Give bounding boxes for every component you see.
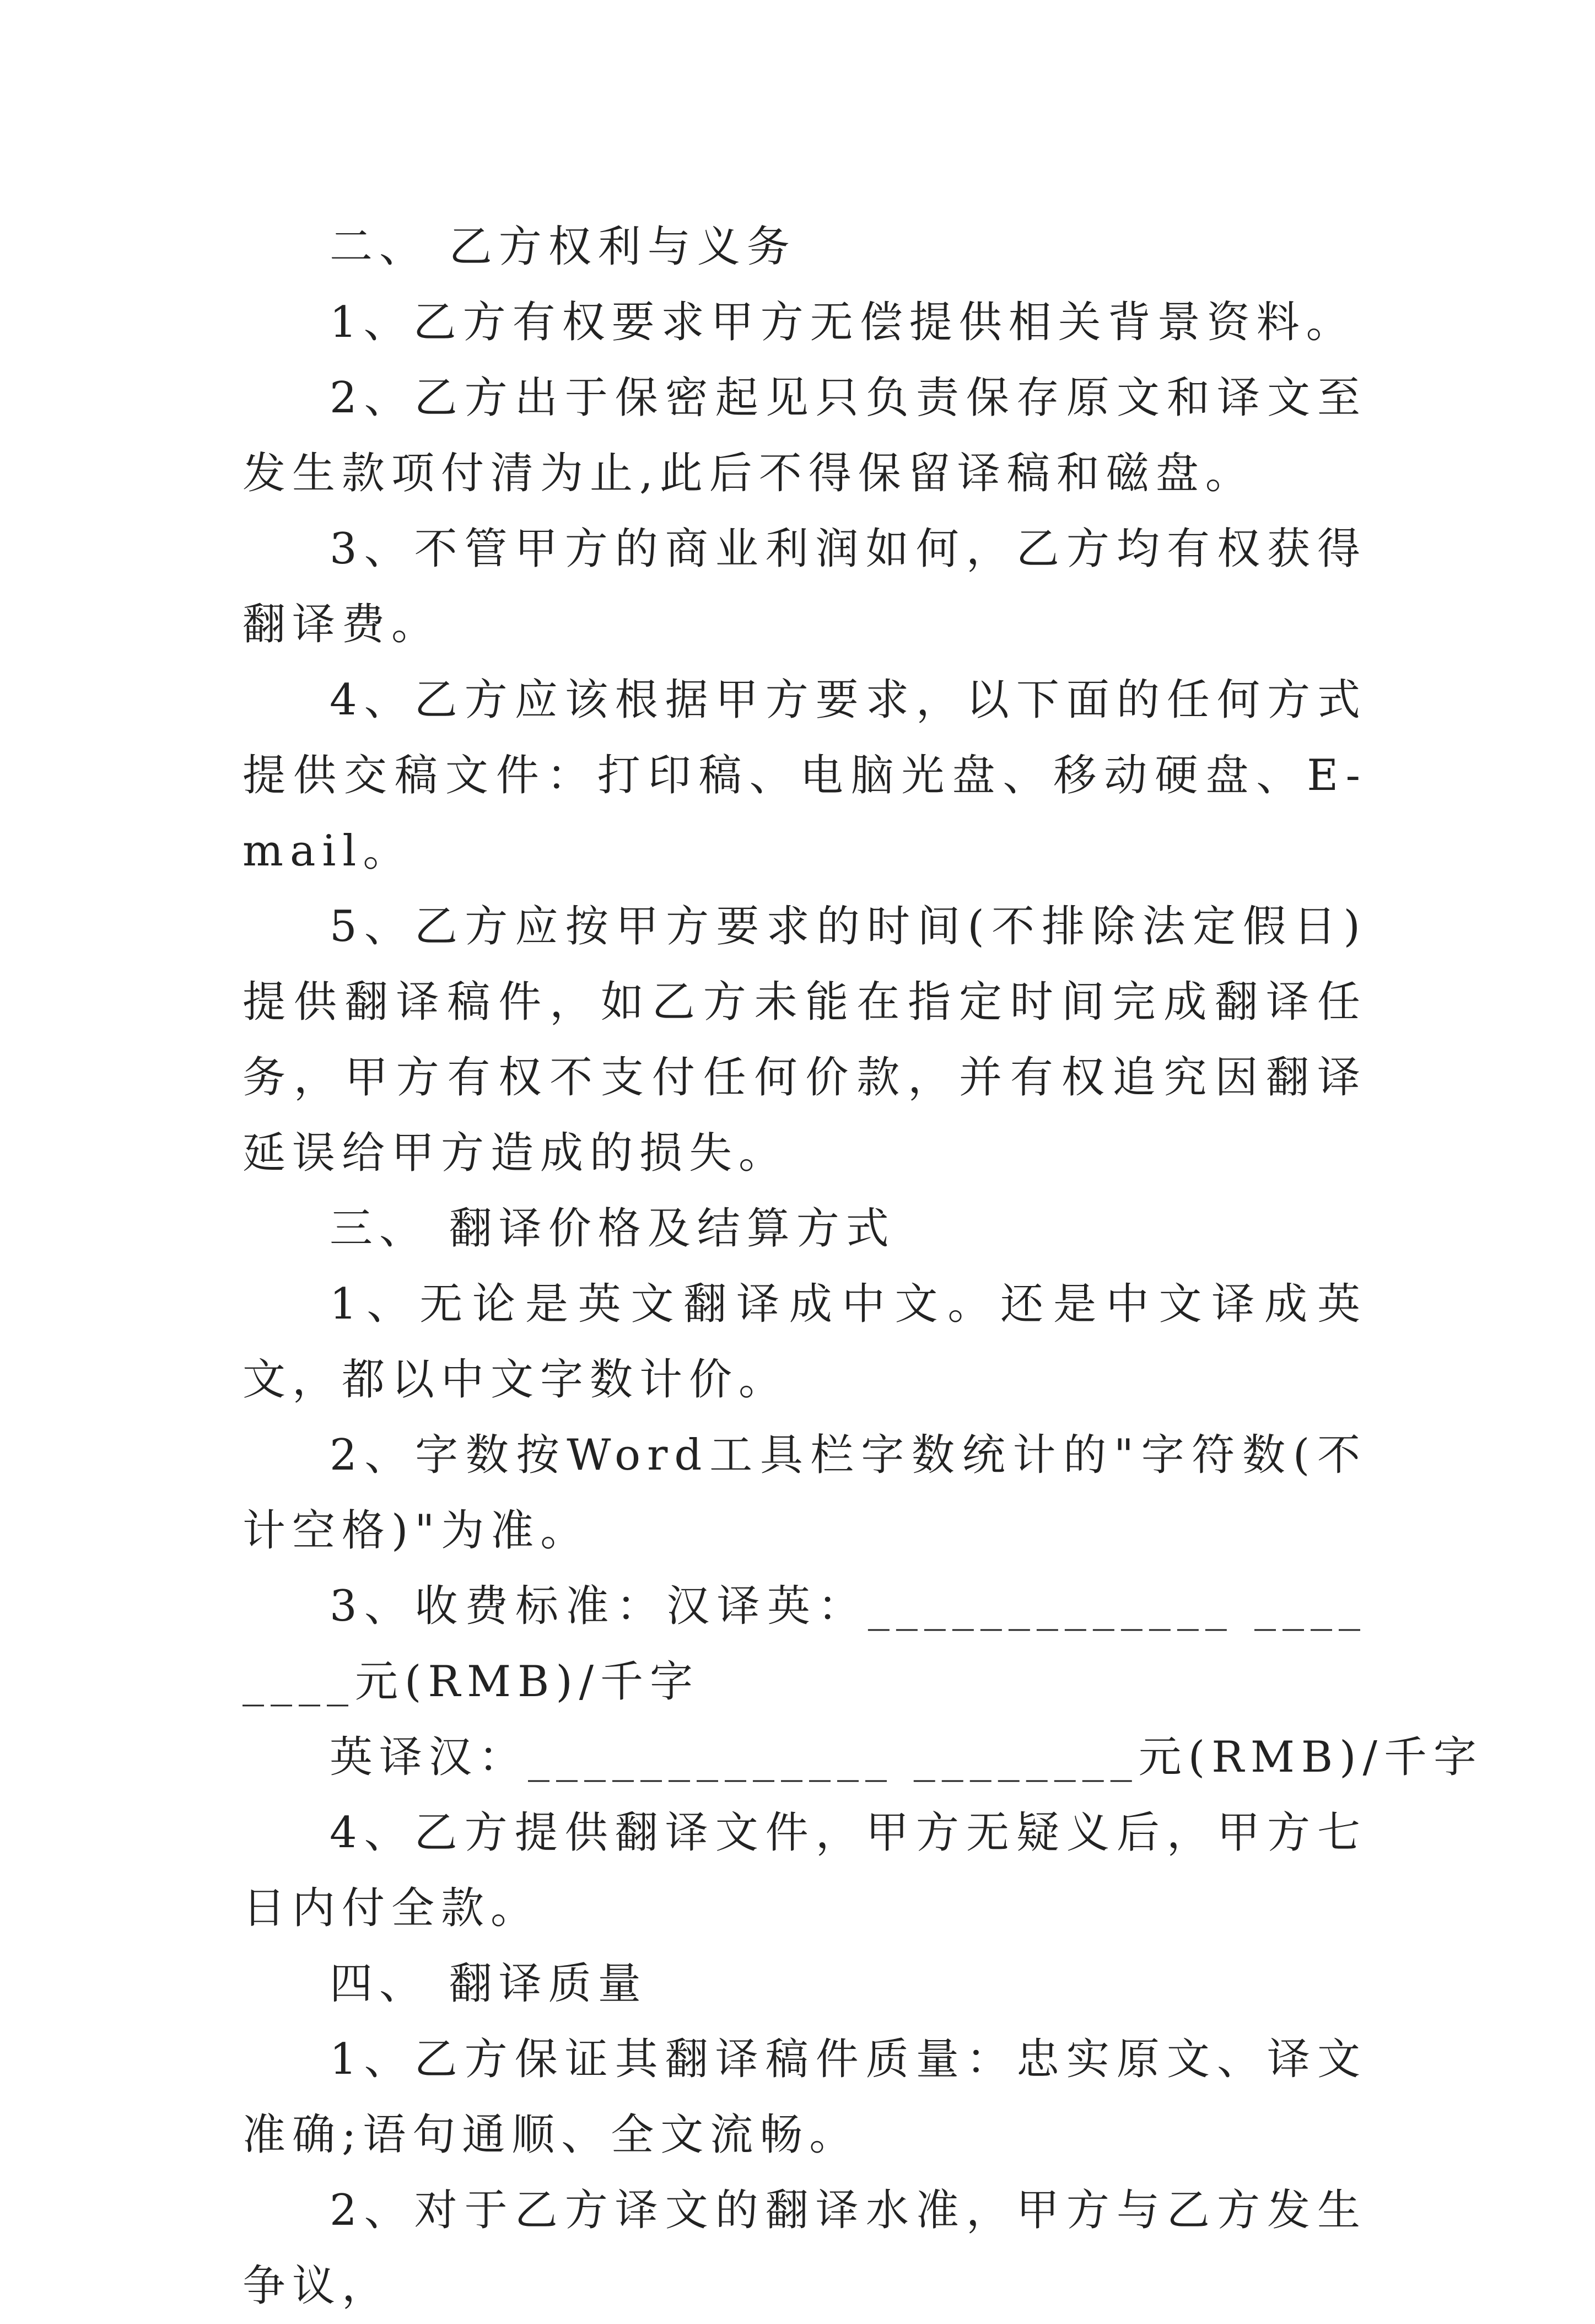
section-4-item-1: 1、乙方保证其翻译稿件质量：忠实原文、译文准确;语句通顺、全文流畅。 [243, 2035, 1367, 2160]
section-4-item-2: 2、对于乙方译文的翻译水准，甲方与乙方发生争议， [243, 2186, 1367, 2311]
section-2-item-4: 4、乙方应该根据甲方要求，以下面的任何方式提供交稿文件：打印稿、电脑光盘、移动硬盘、E-mail。 [243, 675, 1367, 876]
section-3-item-4: 4、乙方提供翻译文件，甲方无疑义后，甲方七日内付全款。 [243, 1808, 1367, 1933]
section-3-item-3-fee-cn-en: 3、收费标准：汉译英：_____________ ________元(RMB)/千字 [243, 1581, 1367, 1707]
section-3-item-2: 2、字数按Word工具栏字数统计的"字符数(不计空格)"为准。 [243, 1430, 1367, 1556]
section-2-item-5: 5、乙方应按甲方要求的时间(不排除法定假日)提供翻译稿件，如乙方未能在指定时间完成翻译任务，甲方有权不支付任何价款，并有权追究因翻译延误给甲方造成的损失。 [243, 902, 1367, 1178]
section-2-item-3: 3、不管甲方的商业利润如何，乙方均有权获得翻译费。 [243, 524, 1367, 649]
section-3-item-1: 1、无论是英文翻译成中文。还是中文译成英文，都以中文字数计价。 [243, 1279, 1367, 1405]
section-3-heading: 三、 翻译价格及结算方式 [330, 1204, 896, 1254]
section-2-heading: 二、 乙方权利与义务 [330, 222, 796, 272]
section-4-heading: 四、 翻译质量 [330, 1959, 648, 2009]
section-3-item-3-fee-en-cn: 英译汉：_____________ ________元(RMB)/千字 [330, 1733, 1483, 1782]
section-2-item-1: 1、乙方有权要求甲方无偿提供相关背景资料。 [330, 298, 1356, 347]
document-body [243, 209, 1483, 2324]
section-2-item-2: 2、乙方出于保密起见只负责保存原文和译文至发生款项付清为止,此后不得保留译稿和磁盘。 [243, 373, 1367, 498]
